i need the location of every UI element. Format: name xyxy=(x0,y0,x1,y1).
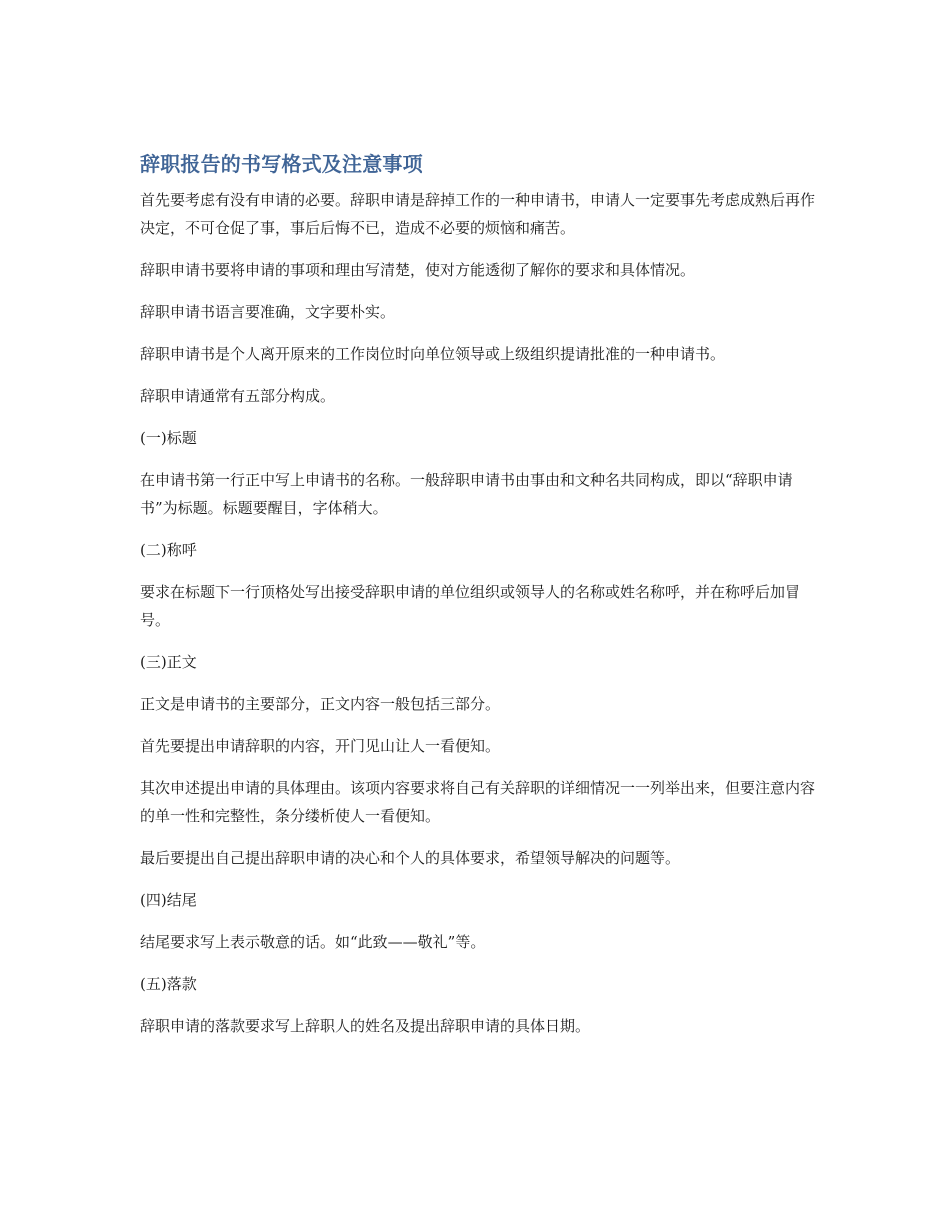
paragraph-definition: 辞职申请书是个人离开原来的工作岗位时向单位领导或上级组织提请批准的一种申请书。 xyxy=(140,345,726,363)
section-heading-title: (一)标题 xyxy=(140,429,197,447)
paragraph-body-first: 首先要提出申请辞职的内容，开门见山让人一看便知。 xyxy=(140,737,501,755)
section-heading-salutation: (二)称呼 xyxy=(140,541,197,559)
paragraph-salutation-desc: 要求在标题下一行顶格处写出接受辞职申请的单位组织或领导人的名称或姓名称呼，并在称呼后加冒号。 xyxy=(140,583,801,629)
paragraph-necessity: 首先要考虑有没有申请的必要。辞职申请是辞掉工作的一种申请书，申请人一定要事先考虑成熟后再作决定，不可仓促了事，事后后悔不已，造成不必要的烦恼和痛苦。 xyxy=(140,191,816,237)
paragraph-signature-desc: 辞职申请的落款要求写上辞职人的姓名及提出辞职申请的具体日期。 xyxy=(140,1017,591,1035)
paragraph-body-third: 最后要提出自己提出辞职申请的决心和个人的具体要求，希望领导解决的问题等。 xyxy=(140,849,681,867)
section-heading-signature: (五)落款 xyxy=(140,975,197,993)
paragraph-language: 辞职申请书语言要准确，文字要朴实。 xyxy=(140,303,396,321)
paragraph-structure: 辞职申请通常有五部分构成。 xyxy=(140,387,336,405)
paragraph-body-desc: 正文是申请书的主要部分，正文内容一般包括三部分。 xyxy=(140,695,501,713)
section-heading-closing: (四)结尾 xyxy=(140,891,197,909)
document-page xyxy=(140,150,815,1054)
document-title: 辞职报告的书写格式及注意事项 xyxy=(140,152,423,176)
paragraph-title-desc: 在申请书第一行正中写上申请书的名称。一般辞职申请书由事由和文种名共同构成，即以“辞职申请书”为标题。标题要醒目，字体稍大。 xyxy=(140,471,793,517)
paragraph-body-second: 其次申述提出申请的具体理由。该项内容要求将自己有关辞职的详细情况一一列举出来，但要注意内容的单一性和完整性，条分缕析使人一看便知。 xyxy=(140,779,816,825)
section-heading-body: (三)正文 xyxy=(140,653,197,671)
paragraph-closing-desc: 结尾要求写上表示敬意的话。如“此致——敬礼”等。 xyxy=(140,933,486,951)
paragraph-clarity: 辞职申请书要将申请的事项和理由写清楚，使对方能透彻了解你的要求和具体情况。 xyxy=(140,261,696,279)
